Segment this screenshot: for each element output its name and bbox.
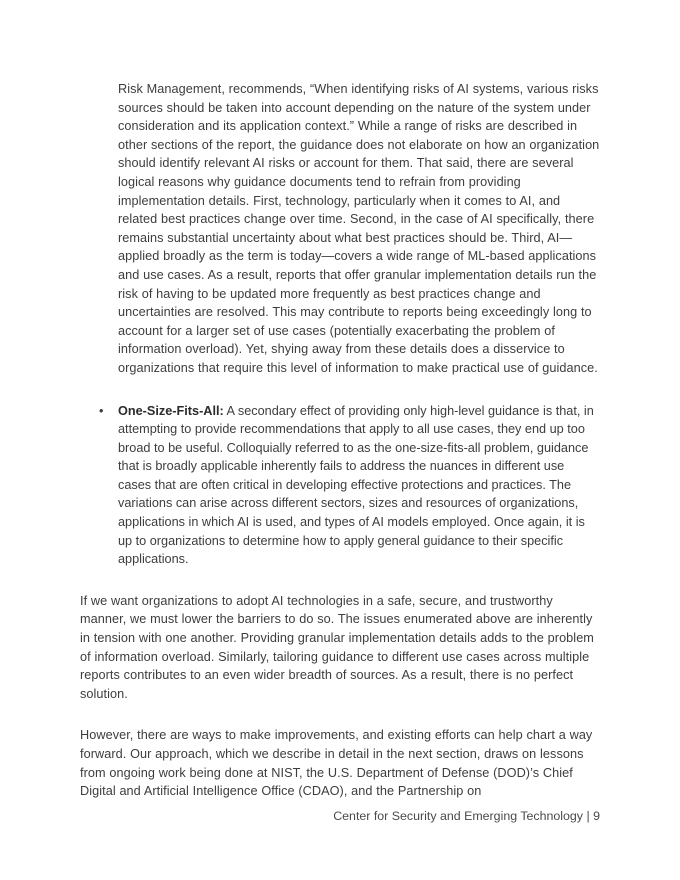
paragraph-risk-management: Risk Management, recommends, “When identifying risks of AI systems, various risks sources should be taken into account depending on the nature of the system under consideration and its application context.” While a range of risks are described in other sections of the report, the guidance does not elaborate on how an organization should identify relevant AI risks or account for them. That said, there are several logical reasons why guidance documents tend to refrain from providing implementation details. First, technology, particularly when it comes to AI, and related best practices change over time. Second, in the case of AI specifically, there remains substantial uncertainty about what best practices should be. Third, AI—applied broadly as the term is today—covers a wide range of ML-based applications and use cases. As a result, reports that offer granular implementation details run the risk of having to be updated more frequently as best practices change and uncertainties are resolved. This may contribute to reports being exceedingly long to account for a larger set of use cases (potentially exacerbating the problem of information overload). Yet, shying away from these details does a disservice to organizations that require this level of information to make practical use of guidance. — [118, 82, 600, 375]
list-item — [99, 402, 600, 569]
list-item-lead-label: One-Size-Fits-All: — [118, 403, 224, 418]
bullet-point-icon: • — [99, 403, 104, 418]
paragraph-barriers: If we want organizations to adopt AI technologies in a safe, secure, and trustworthy manner, we must lower the barriers to do so. The issues enumerated above are inherently in tension with one another. Providing granular implementation details adds to the problem of information overload. Similarly, tailoring guidance to different use cases across multiple reports contributes to an even wider breadth of sources. As a result, there is no perfect solution. — [80, 593, 594, 701]
page-content — [80, 80, 600, 801]
paragraph-way-forward: However, there are ways to make improvements, and existing efforts can help chart a way forward. Our approach, which we describe in detail in the next section, draws on lessons from ongoing work being done at NIST, the U.S. Department of Defense (DOD)’s Chief Digital and Artificial Intelligence Office (CDAO), and the Partnership on — [80, 728, 593, 799]
page-footer: Center for Security and Emerging Technology | 9 — [333, 809, 600, 823]
list-item-body — [118, 402, 600, 569]
list-item-text: A secondary effect of providing only high-level guidance is that, in attempting to provide recommendations that apply to all use cases, they end up too broad to be useful. Colloquially referred to as the one-size-fits-all problem, guidance that is broadly applicable inherently fails to address the nuances in different use cases that are often critical in developing effective protections and practices. The variations can arise across different sectors, sizes and resources of organizations, applications in which AI is used, and types of AI models employed. Once again, it is up to organizations to determine how to apply general guidance to their specific applications. — [118, 403, 594, 567]
